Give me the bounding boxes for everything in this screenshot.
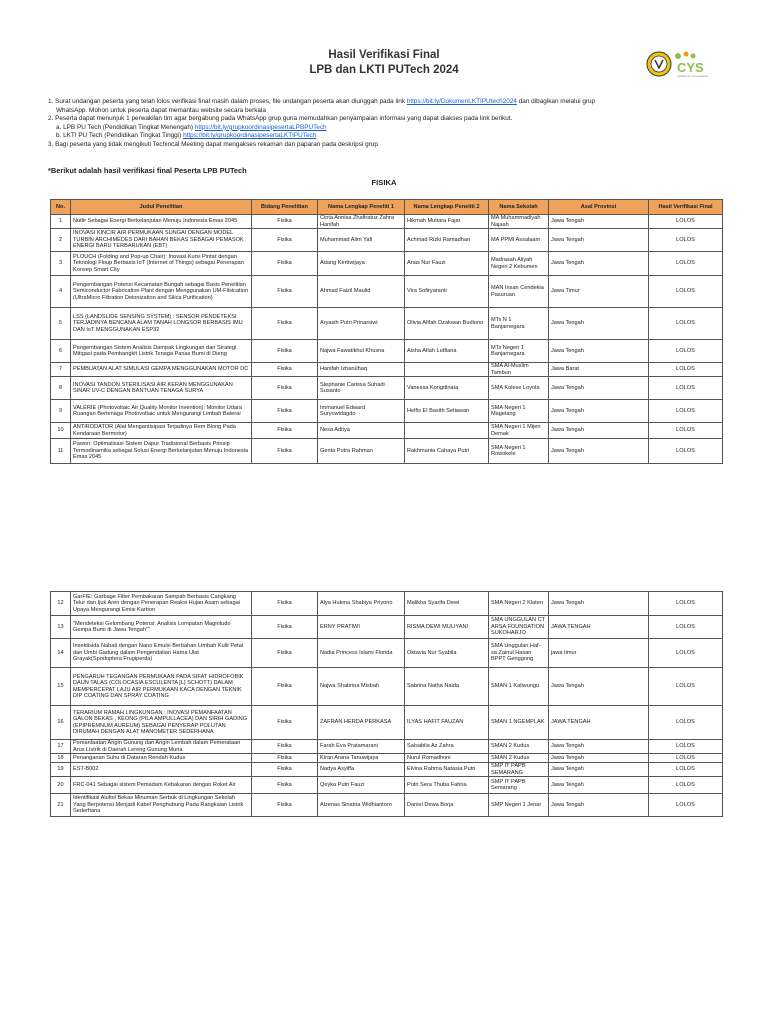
results-table-1 bbox=[50, 199, 723, 464]
cell-peneliti-2: Oktavia Nur Syabila bbox=[405, 639, 489, 668]
cell-bidang: Fisika bbox=[252, 668, 318, 706]
cell-hasil: LOLOS bbox=[649, 252, 723, 276]
cell-no: 20 bbox=[51, 777, 71, 794]
cell-peneliti-2: Malikha Syarifa Dewi bbox=[405, 592, 489, 616]
cell-hasil: LOLOS bbox=[649, 794, 723, 817]
lpb-group-link[interactable]: https://bit.ly/grupkoordinasipesertaLPBPUTech bbox=[194, 123, 327, 131]
cell-provinsi: Jawa Tengah bbox=[549, 423, 649, 439]
cell-sekolah: SMA Negeri 1 Magelang bbox=[489, 400, 549, 423]
cell-peneliti-1: Genta Putra Rahman bbox=[318, 439, 405, 464]
cell-hasil: LOLOS bbox=[649, 423, 723, 439]
instruction-1-cont: WhatsApp. Mohon untuk peserta dapat memantau website secara berkala bbox=[56, 106, 266, 114]
cell-no: 13 bbox=[51, 616, 71, 639]
cell-no: 9 bbox=[51, 400, 71, 423]
page-title: Hasil Verifikasi Final bbox=[328, 49, 440, 61]
cell-peneliti-1: Najwa Shabrina Misbah bbox=[318, 668, 405, 706]
table-row bbox=[51, 616, 723, 639]
cell-no: 10 bbox=[51, 423, 71, 439]
cell-judul: PENGARUH TEGANGAN PERMUKAAN PADA SIFAT HIDROFOBIK DAUN TALAS (COLOCASIA ESCULENTA [L] SCHOTT) DALAM MEMPERCEPAT LAJU AIR PERMUKAAN KACA DENGAN TEKNIK DIP COATING DAN SPRAY COATING bbox=[71, 668, 252, 706]
cell-judul: PLOUCH (Folding and Pop-up Chair): Inovasi Kursi Pintar dengan Teknologi Floup Berbasis IoT (Internet of Things) sebagai Penerapan Konsep Smart City bbox=[71, 252, 252, 276]
cell-peneliti-1: ERNY PRATIWI bbox=[318, 616, 405, 639]
cell-judul: Pemanfaatan Angin Gunung dan Angin Lembah dalam Pemerataan Arus Listrik di Daerah Lereng Gunung Muria bbox=[71, 740, 252, 754]
cell-peneliti-1: Stephanie Carissa Suhadi Susanto bbox=[318, 377, 405, 400]
cell-bidang: Fisika bbox=[252, 400, 318, 423]
header-judul: Judul Penelitian bbox=[71, 200, 252, 215]
instruction-1: 1. Surat undangan peserta yang telah lolos verifikasi final masih dalam proses, file undangan peserta akan diunggah pada link https://bit.ly/DokumenLKTIPUtech2024 dan dibagikan melalui grup bbox=[48, 98, 596, 105]
cell-hasil: LOLOS bbox=[649, 340, 723, 363]
header-hasil: Hasil Verifikasi Final bbox=[649, 200, 723, 215]
cell-sekolah: SMA UNGGULAN CT ARSA FOUNDATION SUKOHARJO bbox=[489, 616, 549, 639]
cell-peneliti-1: Aryasih Putri Prinarsiwi bbox=[318, 308, 405, 340]
cell-sekolah: SMA Kolese Loyola bbox=[489, 377, 549, 400]
cell-bidang: Fisika bbox=[252, 777, 318, 794]
header-peneliti-2: Nama Lengkap Peneliti 2 bbox=[405, 200, 489, 215]
cell-bidang: Fisika bbox=[252, 215, 318, 229]
cell-provinsi: JAWA TENGAH bbox=[549, 616, 649, 639]
cell-peneliti-1: Nadia Princess Islami Florida bbox=[318, 639, 405, 668]
cell-provinsi: Jawa Tengah bbox=[549, 400, 649, 423]
cell-peneliti-2: Sabrina Natha Naida bbox=[405, 668, 489, 706]
table-row bbox=[51, 592, 723, 616]
cell-sekolah: Madrasah Aliyah Negeri 2 Kebumen bbox=[489, 252, 549, 276]
table-row bbox=[51, 308, 723, 340]
cell-sekolah: MAN Insan Cendekia Pasuruan bbox=[489, 276, 549, 308]
logo-group bbox=[646, 46, 716, 82]
cell-peneliti-2: Nurul Romadhoni bbox=[405, 754, 489, 763]
cell-judul: Pawon: Optimalisasi Sistem Dapur Tradisional Berbasis Prinsip Termodinamika sebagai Solusi Energi Berkelanjutan Menuju Indonesia Emas 2045 bbox=[71, 439, 252, 464]
cell-sekolah: MTs N 1 Banjarnegara bbox=[489, 308, 549, 340]
table-row bbox=[51, 794, 723, 817]
cell-no: 7 bbox=[51, 363, 71, 377]
cell-hasil: LOLOS bbox=[649, 668, 723, 706]
cell-peneliti-2: Hikmah Mutiara Fajar bbox=[405, 215, 489, 229]
cell-peneliti-2: Vanessa Kongdinata bbox=[405, 377, 489, 400]
cell-provinsi: Jawa Tengah bbox=[549, 308, 649, 340]
cell-judul: VALERIE (Photovoltaic Air Quality Monitor Invention): Monitor Udara Ruangan Bertenaga Photovoltaic untuk Mengurangi Limbah Baterai bbox=[71, 400, 252, 423]
cell-peneliti-2: Rakhmania Cahaya Putri bbox=[405, 439, 489, 464]
table-row bbox=[51, 754, 723, 763]
cell-judul: Nutlir Sebagai Energi Berkelanjutan Menuju Indonesia Emas 2045 bbox=[71, 215, 252, 229]
cell-peneliti-1: Nadya Asyiffa bbox=[318, 763, 405, 777]
cell-provinsi: Jawa Tengah bbox=[549, 229, 649, 252]
cell-provinsi: Jawa Tengah bbox=[549, 592, 649, 616]
table-row bbox=[51, 740, 723, 754]
cell-sekolah: SMP Negeri 1 Jenar bbox=[489, 794, 549, 817]
table-row bbox=[51, 763, 723, 777]
cell-bidang: Fisika bbox=[252, 423, 318, 439]
cell-peneliti-2: Aisha Afiah Lutfiana bbox=[405, 340, 489, 363]
cell-peneliti-1: Immanuel Edward Suryowidagdo bbox=[318, 400, 405, 423]
cell-bidang: Fisika bbox=[252, 740, 318, 754]
cell-provinsi: Jawa Tengah bbox=[549, 439, 649, 464]
cell-provinsi: Jawa Tengah bbox=[549, 794, 649, 817]
header-sekolah: Nama Sekolah bbox=[489, 200, 549, 215]
cell-bidang: Fisika bbox=[252, 340, 318, 363]
cell-peneliti-1: Qeyka Putri Fauzi bbox=[318, 777, 405, 794]
table-row bbox=[51, 423, 723, 439]
cys-logo-text: CYS bbox=[677, 60, 704, 75]
cell-no: 11 bbox=[51, 439, 71, 464]
dokumen-link[interactable]: https://bit.ly/DokumenLKTIPUtech2024 bbox=[406, 98, 517, 105]
cell-hasil: LOLOS bbox=[649, 308, 723, 340]
cell-bidang: Fisika bbox=[252, 252, 318, 276]
cell-peneliti-2: Vira Sofiryaranti bbox=[405, 276, 489, 308]
cell-provinsi: Jawa Tengah bbox=[549, 754, 649, 763]
page-subtitle: LPB dan LKTI PUTech 2024 bbox=[309, 64, 459, 76]
cell-provinsi: Jawa Tengah bbox=[549, 740, 649, 754]
cell-no: 1 bbox=[51, 215, 71, 229]
cell-peneliti-2: ILYAS HAFIT FAUZAN bbox=[405, 706, 489, 740]
cell-peneliti-1: Farah Eva Pratamarani bbox=[318, 740, 405, 754]
cell-no: 17 bbox=[51, 740, 71, 754]
table-row bbox=[51, 215, 723, 229]
cell-provinsi: Jawa Tengah bbox=[549, 668, 649, 706]
pu-logo-icon bbox=[646, 46, 716, 82]
cell-judul: Insektisida Nabati dengan Nano Emulsi Berbahan Limbah Kulit Petai dan Umbi Gadung dalam Pengendalian Hama Ulat Grayak(Spodoptera Frugiperda) bbox=[71, 639, 252, 668]
cell-peneliti-2: Putri Sera Thuba Fahria bbox=[405, 777, 489, 794]
cell-judul: INOVASI TANDON STERILISASI AIR KERAN MENGGUNAKAN SINAR UV-C DENGAN BANTUAN TENAGA SURYA bbox=[71, 377, 252, 400]
cell-peneliti-1: ZAFRAN HERDA PERKASA bbox=[318, 706, 405, 740]
table-row bbox=[51, 340, 723, 363]
cell-provinsi: Jawa Tengah bbox=[549, 777, 649, 794]
cell-peneliti-2: Elvina Rahma Natasia Putri bbox=[405, 763, 489, 777]
cell-sekolah: SMA Unggulan Haf-sa Zainul Hasan BPPT Genggong bbox=[489, 639, 549, 668]
cell-bidang: Fisika bbox=[252, 794, 318, 817]
cell-sekolah: SMP IT PAPB Semarang bbox=[489, 777, 549, 794]
section-title: FISIKA bbox=[371, 178, 397, 187]
cell-hasil: LOLOS bbox=[649, 363, 723, 377]
cell-peneliti-2: Olivia Afifah Dzakwan Budiono bbox=[405, 308, 489, 340]
cell-no: 2 bbox=[51, 229, 71, 252]
cell-peneliti-1: Kiran Arana Tanuwijaya bbox=[318, 754, 405, 763]
cell-peneliti-1: Najwa Fawatikhul Khusna bbox=[318, 340, 405, 363]
cell-judul: Pengembangan Potensi Kecamatan Bungah sebagai Basis Penelitian Semiconductor Fabrication Plant dengan Menggunakan UM-Filsication (UltraMicro Filtration Deionization and Silica Purification) bbox=[71, 276, 252, 308]
cell-hasil: LOLOS bbox=[649, 777, 723, 794]
cell-provinsi: Jawa Barat bbox=[549, 363, 649, 377]
cell-hasil: LOLOS bbox=[649, 592, 723, 616]
cell-provinsi: Jawa Tengah bbox=[549, 377, 649, 400]
cell-sekolah: SMAN 1 Kaliwungu bbox=[489, 668, 549, 706]
cell-no: 4 bbox=[51, 276, 71, 308]
cell-sekolah: SMP IT PAPB SEMARANG bbox=[489, 763, 549, 777]
table-row bbox=[51, 706, 723, 740]
cell-no: 19 bbox=[51, 763, 71, 777]
cell-peneliti-1: Alya Hukma Shabiya Priyono bbox=[318, 592, 405, 616]
cell-sekolah: SMAN 1 NGEMPLAK bbox=[489, 706, 549, 740]
instruction-2a: a. LPB PU Tech (Pendidikan Tingkat Menengah) https://bit.ly/grupkoordinasipesertaLPBPUTech bbox=[56, 123, 327, 131]
cell-sekolah: SMA Negeri 1 Rowokele bbox=[489, 439, 549, 464]
instructions bbox=[48, 98, 728, 150]
cell-judul: TERARIUM RAMAH LINGKUNGAN : INOVASI PEMANFAATAN GALON BEKAS , KEONG (PILA AMPULLACEA) DAN SIRIH GADING (EPIPREMNUM AUREUM) SEBAGAI PENYERAP POLUTAN DIRUMAH DENGAN ALAT MANOMETER SEDERHANA bbox=[71, 706, 252, 740]
cell-bidang: Fisika bbox=[252, 439, 318, 464]
table-row bbox=[51, 377, 723, 400]
table-row bbox=[51, 777, 723, 794]
cell-peneliti-2: Achmad Rizki Ramadhan bbox=[405, 229, 489, 252]
cell-no: 14 bbox=[51, 639, 71, 668]
cell-bidang: Fisika bbox=[252, 276, 318, 308]
cell-hasil: LOLOS bbox=[649, 706, 723, 740]
cell-no: 15 bbox=[51, 668, 71, 706]
cell-peneliti-1: Nesa Aditya bbox=[318, 423, 405, 439]
instruction-2b: b. LKTI PU Tech (Pendidikan Tingkat Tinggi) https://bit.ly/grupkoordinasipesertaLKTIPUTech bbox=[56, 132, 317, 140]
cell-no: 21 bbox=[51, 794, 71, 817]
cell-judul: LSS (LANDSLIDE SENSING SYSTEM) : SENSOR PENDETEKSI TERJADINYA BENCANA ALAM TANAH LONGSOR BERBASIS IMU DAN IoT MENGGUNAKAN ESP32 bbox=[71, 308, 252, 340]
cell-provinsi: JAWA TENGAH bbox=[549, 706, 649, 740]
cell-bidang: Fisika bbox=[252, 706, 318, 740]
cell-sekolah: MA Muhammadiyah Najaah bbox=[489, 215, 549, 229]
cell-peneliti-2: Daniel Dewa Borja bbox=[405, 794, 489, 817]
cell-peneliti-2: Helfis El Basith Setiawan bbox=[405, 400, 489, 423]
cell-peneliti-1: Muhammad Alim Yafi bbox=[318, 229, 405, 252]
table-row bbox=[51, 439, 723, 464]
cell-provinsi: Jawa Tengah bbox=[549, 215, 649, 229]
cell-judul: Identifikasi Alufoil Bekas Minuman Serbuk di Lingkungan Sekolah Yang Berpotensi Menjadi Kabel Penghubung Pada Rangkaian Listrik Sederhana bbox=[71, 794, 252, 817]
results-note: *Berikut adalah hasil verifikasi final Peserta LPB PUTech bbox=[48, 166, 247, 175]
table-row bbox=[51, 229, 723, 252]
cell-peneliti-2 bbox=[405, 423, 489, 439]
header-provinsi: Asal Provinsi bbox=[549, 200, 649, 215]
instruction-3: 3. Bagi peserta yang tidak mengikuti Techincal Meeting dapat mengakses rekaman dan paparan pada deskripsi grup bbox=[48, 140, 378, 148]
cell-bidang: Fisika bbox=[252, 763, 318, 777]
header-no: No. bbox=[51, 200, 71, 215]
cell-judul: ANTIRODATOR (Alat Mengantisipasi Terjadinya Rem Blong Pada Kendaraan Bermotor) bbox=[71, 423, 252, 439]
lkti-group-link[interactable]: https://bit.ly/grupkoordinasipesertaLKTIPUTech bbox=[183, 132, 317, 140]
cell-hasil: LOLOS bbox=[649, 276, 723, 308]
cell-no: 12 bbox=[51, 592, 71, 616]
cell-hasil: LOLOS bbox=[649, 616, 723, 639]
cell-no: 5 bbox=[51, 308, 71, 340]
table-row bbox=[51, 363, 723, 377]
cell-no: 16 bbox=[51, 706, 71, 740]
cell-hasil: LOLOS bbox=[649, 400, 723, 423]
cell-judul: Pengembangan Sistem Analisis Dampak Lingkungan dan Strategi Mitigasi pada Pembangkit Listrik Tenaga Panas Bumi di Dieng bbox=[71, 340, 252, 363]
cell-provinsi: Jawa Tengah bbox=[549, 252, 649, 276]
table-row bbox=[51, 252, 723, 276]
cell-no: 6 bbox=[51, 340, 71, 363]
cell-sekolah: MTs Negeri 1 Banjarnegara bbox=[489, 340, 549, 363]
cell-peneliti-2: Anas Nur Fauzi bbox=[405, 252, 489, 276]
cell-peneliti-2: RISMA DEWI MULIYANI bbox=[405, 616, 489, 639]
cell-peneliti-1: Ahmad Faizil Maulid bbox=[318, 276, 405, 308]
results-table-2 bbox=[50, 591, 723, 817]
table-row bbox=[51, 639, 723, 668]
cell-judul: GarFIE: Garbage Filter Pembakaran Sampah Berbasis Cangkang Telur dan Ijuk Aren dengan Penerapan Reaksi Hujan Asam sebagai Upaya Mengurangi Emisi Karbon bbox=[71, 592, 252, 616]
cell-sekolah: SMA Negeri 1 Mijen Demak bbox=[489, 423, 549, 439]
cell-peneliti-1: Alzenas Sinatria Widhiantoro bbox=[318, 794, 405, 817]
header-peneliti-1: Nama Lengkap Peneliti 1 bbox=[318, 200, 405, 215]
instruction-2: 2. Peserta dapat menunjuk 1 perwakilan tim agar bergabung pada WhatsApp grup guna memudahkan penyampaian informasi yang dapat diakses pada link berikut. bbox=[48, 115, 513, 123]
cell-sekolah: MA PPMI Assalaam bbox=[489, 229, 549, 252]
cell-judul: Penanganan Suhu di Dataran Rendah Kudus bbox=[71, 754, 252, 763]
cell-sekolah: SMAN 2 Kudus bbox=[489, 740, 549, 754]
cell-provinsi: Jawa Timur bbox=[549, 276, 649, 308]
cell-peneliti-1: Cinta Annisa Zhafiratuz Zahra Hanifah bbox=[318, 215, 405, 229]
cell-provinsi: jawa timur bbox=[549, 639, 649, 668]
cell-hasil: LOLOS bbox=[649, 740, 723, 754]
cell-bidang: Fisika bbox=[252, 377, 318, 400]
cell-bidang: Fisika bbox=[252, 363, 318, 377]
table-row bbox=[51, 400, 723, 423]
cell-bidang: Fisika bbox=[252, 639, 318, 668]
table-row bbox=[51, 276, 723, 308]
cell-peneliti-1: Adang Kertiwijaya bbox=[318, 252, 405, 276]
cell-sekolah: SMA Negeri 2 Klaten bbox=[489, 592, 549, 616]
cell-sekolah: SMAN 2 Kudus bbox=[489, 754, 549, 763]
cell-bidang: Fisika bbox=[252, 592, 318, 616]
cell-no: 18 bbox=[51, 754, 71, 763]
cell-hasil: LOLOS bbox=[649, 229, 723, 252]
cell-bidang: Fisika bbox=[252, 754, 318, 763]
cell-judul: PEMBUATAN ALAT SIMULASI GEMPA MENGGUNAKAN MOTOR DC bbox=[71, 363, 252, 377]
cell-peneliti-2 bbox=[405, 363, 489, 377]
cell-hasil: LOLOS bbox=[649, 639, 723, 668]
cell-hasil: LOLOS bbox=[649, 439, 723, 464]
cell-hasil: LOLOS bbox=[649, 215, 723, 229]
cell-judul: EST-B002 bbox=[71, 763, 252, 777]
cell-peneliti-2: Salsabila Az Zahra bbox=[405, 740, 489, 754]
cell-sekolah: SMA Al-Muslim Tambun bbox=[489, 363, 549, 377]
cys-logo-subtext: CENTER OF YOUTH SCIENCE bbox=[677, 76, 709, 78]
cell-no: 3 bbox=[51, 252, 71, 276]
cell-judul: "Mendeteksi Gelombang Potensi: Analisis Lompatan Magnitudo Gempa Bumi di Jawa Tengah"" bbox=[71, 616, 252, 639]
header-bidang: Bidang Penelitian bbox=[252, 200, 318, 215]
cell-peneliti-1: Hanifah Izharulhaq bbox=[318, 363, 405, 377]
cell-provinsi: Jawa Tengah bbox=[549, 763, 649, 777]
cell-no: 8 bbox=[51, 377, 71, 400]
cell-judul: INOVASI KINCIR AIR PERMUKAAN SUNGAI DENGAN MODEL TURBIN ARCHIMEDES DARI BAHAN BEKAS SEBAGAI PEMASOK ENERGI BARU TERBARUKAN (EBT) bbox=[71, 229, 252, 252]
cell-bidang: Fisika bbox=[252, 616, 318, 639]
cell-judul: FRC-041 Sebagai sistem Pemadam Kebakaran dengan Roket Air bbox=[71, 777, 252, 794]
cell-bidang: Fisika bbox=[252, 229, 318, 252]
cell-hasil: LOLOS bbox=[649, 763, 723, 777]
cell-hasil: LOLOS bbox=[649, 754, 723, 763]
table-row bbox=[51, 668, 723, 706]
cell-provinsi: Jawa Tengah bbox=[549, 340, 649, 363]
cell-hasil: LOLOS bbox=[649, 377, 723, 400]
cell-bidang: Fisika bbox=[252, 308, 318, 340]
table-header-row bbox=[51, 200, 723, 215]
